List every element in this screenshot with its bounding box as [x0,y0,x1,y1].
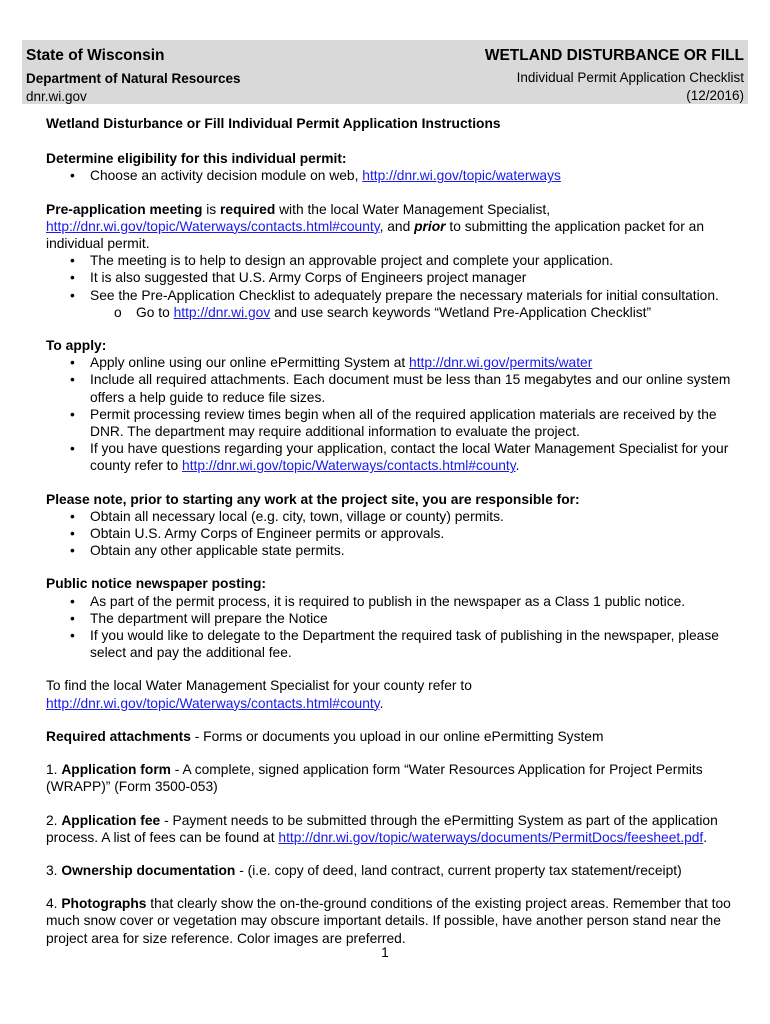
form-title: WETLAND DISTURBANCE OR FILL [484,47,744,64]
epermitting-link[interactable]: http://dnr.wi.gov/permits/water [409,355,593,371]
apply-heading: To apply: [46,338,107,354]
department-name: Department of Natural Resources [26,71,241,86]
attachment-ownership: 3. Ownership documentation - (i.e. copy of deed, land contract, current property tax statement/receipt) [46,862,682,878]
contacts-link[interactable]: http://dnr.wi.gov/topic/Waterways/contacts.html#county [46,218,380,234]
state-name: State of Wisconsin [26,47,165,64]
contacts-link[interactable]: http://dnr.wi.gov/topic/Waterways/contacts.html#county [182,458,516,474]
public-notice-heading: Public notice newspaper posting: [46,576,267,592]
waterways-link[interactable]: http://dnr.wi.gov/topic/waterways [362,168,561,184]
attachment-application-fee: 2. Application fee - Payment needs to be submitted through the ePermitting System as part of the application process. A list of fees can be found at http://dnr.wi.gov/topic/waterways/documents/PermitDocs/feesheet.pdf. [46,812,718,845]
bullet-icon: • [70,168,75,184]
list-item: • It is also suggested that U.S. Army Corps of Engineers project manager [70,270,527,286]
find-specialist-paragraph: To find the local Water Management Specialist for your county refer to http://dnr.wi.gov/topic/Waterways/contacts.html#county. [46,678,472,711]
eligibility-heading: Determine eligibility for this individual permit: [46,151,347,167]
public-notice-list [46,593,736,662]
attachment-application-form: 1. Application form - A complete, signed application form “Water Resources Application for Project Permits (WRAPP)” (Form 3500-053) [46,762,703,795]
document-header [22,40,748,104]
sub-list-item: o Go to http://dnr.wi.gov and use search keywords “Wetland Pre-Application Checklist” [114,304,652,320]
list-item: • The department will prepare the Notice [70,610,328,626]
feesheet-link[interactable]: http://dnr.wi.gov/topic/waterways/documents/PermitDocs/feesheet.pdf [278,829,704,845]
list-item: • Obtain any other applicable state permits. [70,543,345,559]
page-title: Wetland Disturbance or Fill Individual Permit Application Instructions [46,116,501,131]
list-item: • Include all required attachments. Each document must be less than 15 megabytes and our online system offers a help guide to reduce file sizes. [70,372,731,405]
list-item: • The meeting is to help to design an approvable project and complete your application. [70,253,614,269]
contacts-link[interactable]: http://dnr.wi.gov/topic/Waterways/contacts.html#county [46,695,380,711]
preapp-list [46,252,736,321]
list-item: • If you have questions regarding your application, contact the local Water Management Specialist for your county refer to http://dnr.wi.gov/topic/Waterways/contacts.html#county. [70,441,729,474]
agency-block [26,46,241,106]
required-attachments-intro: Required attachments - Forms or documents you upload in our online ePermitting System [46,728,604,744]
list-item: • Choose an activity decision module on web, http://dnr.wi.gov/topic/waterways [70,168,561,184]
list-item: • Obtain U.S. Army Corps of Engineer permits or approvals. [70,526,445,542]
agency-website: dnr.wi.gov [26,89,87,104]
responsible-list [46,508,736,560]
form-subtitle: Individual Permit Application Checklist [516,70,744,85]
list-item: • As part of the permit process, it is required to publish in the newspaper as a Class 1 public notice. [70,593,686,609]
list-item: • Obtain all necessary local (e.g. city, town, village or county) permits. [70,508,504,524]
form-date: (12/2016) [686,88,744,103]
list-item: • If you would like to delegate to the Department the required task of publishing in the newspaper, please select and pay the additional fee. [70,628,719,661]
apply-list [46,354,736,474]
list-item: • Permit processing review times begin when all of the required application materials are received by the DNR. The department may require additional information to evaluate the project. [70,406,717,440]
list-item: • Apply online using our online ePermitting System at http://dnr.wi.gov/permits/water [70,355,593,371]
responsible-heading: Please note, prior to starting any work at the project site, you are responsible for: [46,491,580,507]
document-body [46,115,736,947]
page-number: 1 [381,945,389,960]
list-item: • See the Pre-Application Checklist to adequately prepare the necessary materials for initial consultation. [70,287,719,303]
form-title-block [485,46,744,105]
attachment-photographs: 4. Photographs that clearly show the on-the-ground conditions of the existing project areas. Remember that too much snow cover or vegetation may obscure important details. If possible, have another person stand near the project area for size reference. Color images are preferred. [46,896,731,946]
dnr-home-link[interactable]: http://dnr.wi.gov [173,304,271,320]
preapp-paragraph: Pre-application meeting is required with the local Water Management Specialist, http://dnr.wi.gov/topic/Waterways/contacts.html#county, and prior to submitting the application packet for an individual permit. [46,201,705,252]
eligibility-list [46,167,736,184]
